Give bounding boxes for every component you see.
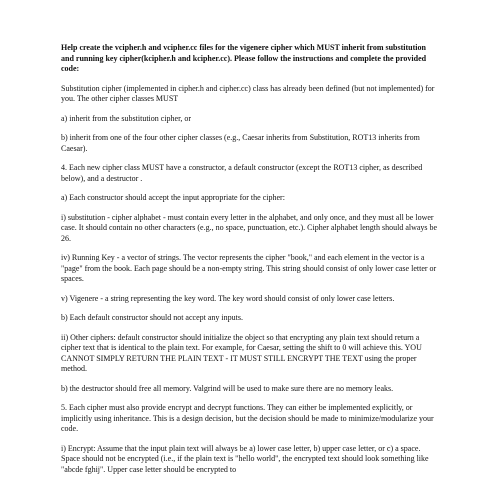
- paragraph-inherit-option-b: b) inherit from one of the four other cipher classes (e.g., Caesar inherits from Substitution, ROT13 inherits from Caesar).: [61, 133, 420, 153]
- paragraph-other-ciphers: ii) Other ciphers: default constructor should initialize the object so that encrypting any plain text should return a cipher text that is identical to the plain text. For example, for Caesar, setting the shift to 0 will achieve this. YOU CANNOT SIMPLY RETURN THE PLAIN TEXT - IT MUST STILL ENCRYPT THE TEXT using the proper method.: [61, 332, 422, 373]
- document-body: [61, 43, 440, 484]
- paragraph-substitution-input: i) substitution - cipher alphabet - must contain every letter in the alphabet, and only once, and they must all be lower case. It should contain no other characters (e.g., no space, punctuation, etc.). Cipher alphabet length should always be 26.: [61, 212, 438, 243]
- paragraph-vigenere-input: v) Vigenere - a string representing the key word. The key word should consist of only lower case letters.: [61, 293, 395, 303]
- paragraph-substitution-intro: Substitution cipher (implemented in cipher.h and cipher.cc) class has already been defined (but not implemented) for you. The other cipher classes MUST: [61, 83, 435, 103]
- document-title: Help create the vcipher.h and vcipher.cc files for the vigenere cipher which MUST inherit from substitution and running key cipher(kcipher.h and kcipher.cc). Please follow the instructions and complete the provided code:: [61, 43, 427, 73]
- paragraph-running-key-input: iv) Running Key - a vector of strings. The vector represents the cipher "book," and each element in the vector is a "page" from the book. Each page should be a non-empty string. This string should consist of only lower case letter or spaces.: [61, 253, 437, 283]
- paragraph-requirement-4: 4. Each new cipher class MUST have a constructor, a default constructor (except the ROT13 cipher, as described below), and a destructor .: [61, 163, 423, 183]
- paragraph-default-constructor: b) Each default constructor should not accept any inputs.: [61, 313, 243, 322]
- paragraph-requirement-5: 5. Each cipher must also provide encrypt and decrypt functions. They can either be implemented explicitly, or implicitly using inheritance. This is a design decision, but the decision should be made to minimize/modularize your code.: [61, 403, 434, 433]
- paragraph-constructor-input: a) Each constructor should accept the input appropriate for the cipher:: [61, 193, 285, 202]
- paragraph-encrypt: i) Encrypt: Assume that the input plain text will always be a) lower case letter, b) upper case letter, or c) a space. Space should not be encrypted (i.e., if the plain text is "hello world", the encrypted text should look something like "abcde fghij". Upper case letter should be encrypted to: [61, 443, 429, 474]
- paragraph-destructor: b) the destructor should free all memory. Valgrind will be used to make sure there are no memory leaks.: [61, 383, 394, 393]
- paragraph-inherit-option-a: a) inherit from the substitution cipher, or: [61, 113, 192, 123]
